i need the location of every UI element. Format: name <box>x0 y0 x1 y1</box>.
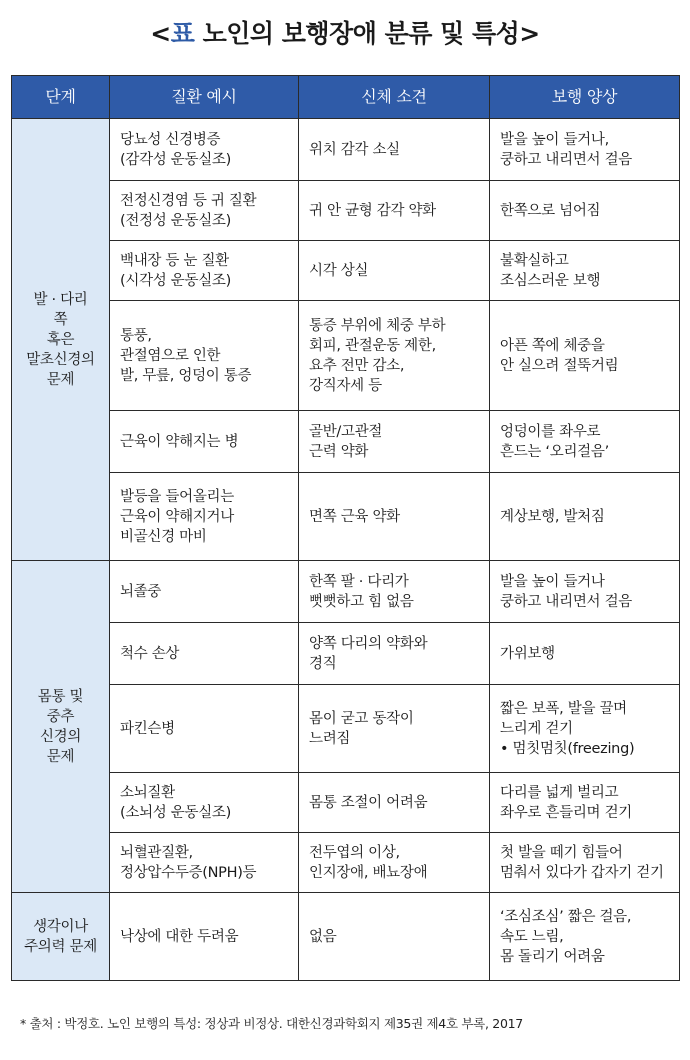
disease-cell: 통풍, 관절염으로 인한 발, 무릎, 엉덩이 통증 <box>110 301 299 411</box>
finding-cell: 면쪽 근육 약화 <box>299 473 490 561</box>
gait-cell: 발을 높이 들거나 쿵하고 내리면서 걸음 <box>490 561 680 623</box>
table-row <box>12 411 680 473</box>
gait-disorder-table <box>11 75 680 981</box>
source-footnote: * 출처 : 박정호. 노인 보행의 특성: 정상과 비정상. 대한신경과학회지 제35권 제4호 부록, 2017 <box>20 1016 523 1031</box>
finding-cell: 양쪽 다리의 약화와 경직 <box>299 623 490 685</box>
gait-cell: 발을 높이 들거나, 쿵하고 내리면서 걸음 <box>490 119 680 181</box>
gait-cell: 첫 발을 떼기 힘들어 멈춰서 있다가 갑자기 걷기 <box>490 833 680 893</box>
finding-cell: 통증 부위에 체중 부하 회피, 관절운동 제한, 요추 전만 감소, 강직자세 등 <box>299 301 490 411</box>
table-row <box>12 473 680 561</box>
header-gait: 보행 양상 <box>490 76 680 119</box>
disease-cell: 뇌혈관질환, 정상압수두증(NPH)등 <box>110 833 299 893</box>
table-row <box>12 119 680 181</box>
title-bracket-close: > <box>519 19 540 48</box>
stage-cell: 몸통 및 중추 신경의 문제 <box>12 561 110 893</box>
table-header-row <box>12 76 680 119</box>
disease-cell: 뇌졸중 <box>110 561 299 623</box>
table-row <box>12 685 680 773</box>
finding-cell: 위치 감각 소실 <box>299 119 490 181</box>
table-row <box>12 833 680 893</box>
disease-cell: 근육이 약해지는 병 <box>110 411 299 473</box>
disease-cell: 당뇨성 신경병증 (감각성 운동실조) <box>110 119 299 181</box>
table-row <box>12 181 680 241</box>
table-row <box>12 893 680 981</box>
gait-cell: 가위보행 <box>490 623 680 685</box>
table-row <box>12 561 680 623</box>
finding-cell: 몸이 굳고 동작이 느려짐 <box>299 685 490 773</box>
gait-cell: 계상보행, 발처짐 <box>490 473 680 561</box>
gait-cell: ‘조심조심’ 짧은 걸음, 속도 느림, 몸 돌리기 어려움 <box>490 893 680 981</box>
disease-cell: 소뇌질환 (소뇌성 운동실조) <box>110 773 299 833</box>
title-label: 표 <box>170 19 195 48</box>
gait-cell: 불확실하고 조심스러운 보행 <box>490 241 680 301</box>
table-row <box>12 773 680 833</box>
finding-cell: 한쪽 팔 · 다리가 뻣뻣하고 힘 없음 <box>299 561 490 623</box>
finding-cell: 전두엽의 이상, 인지장애, 배뇨장애 <box>299 833 490 893</box>
finding-cell: 몸통 조절이 어려움 <box>299 773 490 833</box>
disease-cell: 척수 손상 <box>110 623 299 685</box>
table-row <box>12 241 680 301</box>
disease-cell: 발등을 들어올리는 근육이 약해지거나 비골신경 마비 <box>110 473 299 561</box>
stage-cell: 발 · 다리 쪽 혹은 말초신경의 문제 <box>12 119 110 561</box>
disease-cell: 파킨슨병 <box>110 685 299 773</box>
gait-cell: 다리를 넓게 벌리고 좌우로 흔들리며 걷기 <box>490 773 680 833</box>
header-stage: 단계 <box>12 76 110 119</box>
gait-cell: 한쪽으로 넘어짐 <box>490 181 680 241</box>
header-finding: 신체 소견 <box>299 76 490 119</box>
finding-cell: 시각 상실 <box>299 241 490 301</box>
table-body <box>12 119 680 981</box>
title-text: 노인의 보행장애 분류 및 특성 <box>202 19 520 48</box>
gait-cell: 짧은 보폭, 발을 끌며 느리게 걷기 • 멈칫멈칫(freezing) <box>490 685 680 773</box>
gait-cell: 아픈 쪽에 체중을 안 실으려 절뚝거림 <box>490 301 680 411</box>
table-row <box>12 301 680 411</box>
table-row <box>12 623 680 685</box>
header-disease: 질환 예시 <box>110 76 299 119</box>
finding-cell: 골반/고관절 근력 약화 <box>299 411 490 473</box>
gait-cell: 엉덩이를 좌우로 흔드는 ‘오리걸음’ <box>490 411 680 473</box>
disease-cell: 낙상에 대한 두려움 <box>110 893 299 981</box>
page-title <box>0 10 690 58</box>
title-bracket-open: < <box>150 19 171 48</box>
finding-cell: 귀 안 균형 감각 약화 <box>299 181 490 241</box>
stage-cell: 생각이나 주의력 문제 <box>12 893 110 981</box>
finding-cell: 없음 <box>299 893 490 981</box>
disease-cell: 전정신경염 등 귀 질환 (전정성 운동실조) <box>110 181 299 241</box>
disease-cell: 백내장 등 눈 질환 (시각성 운동실조) <box>110 241 299 301</box>
